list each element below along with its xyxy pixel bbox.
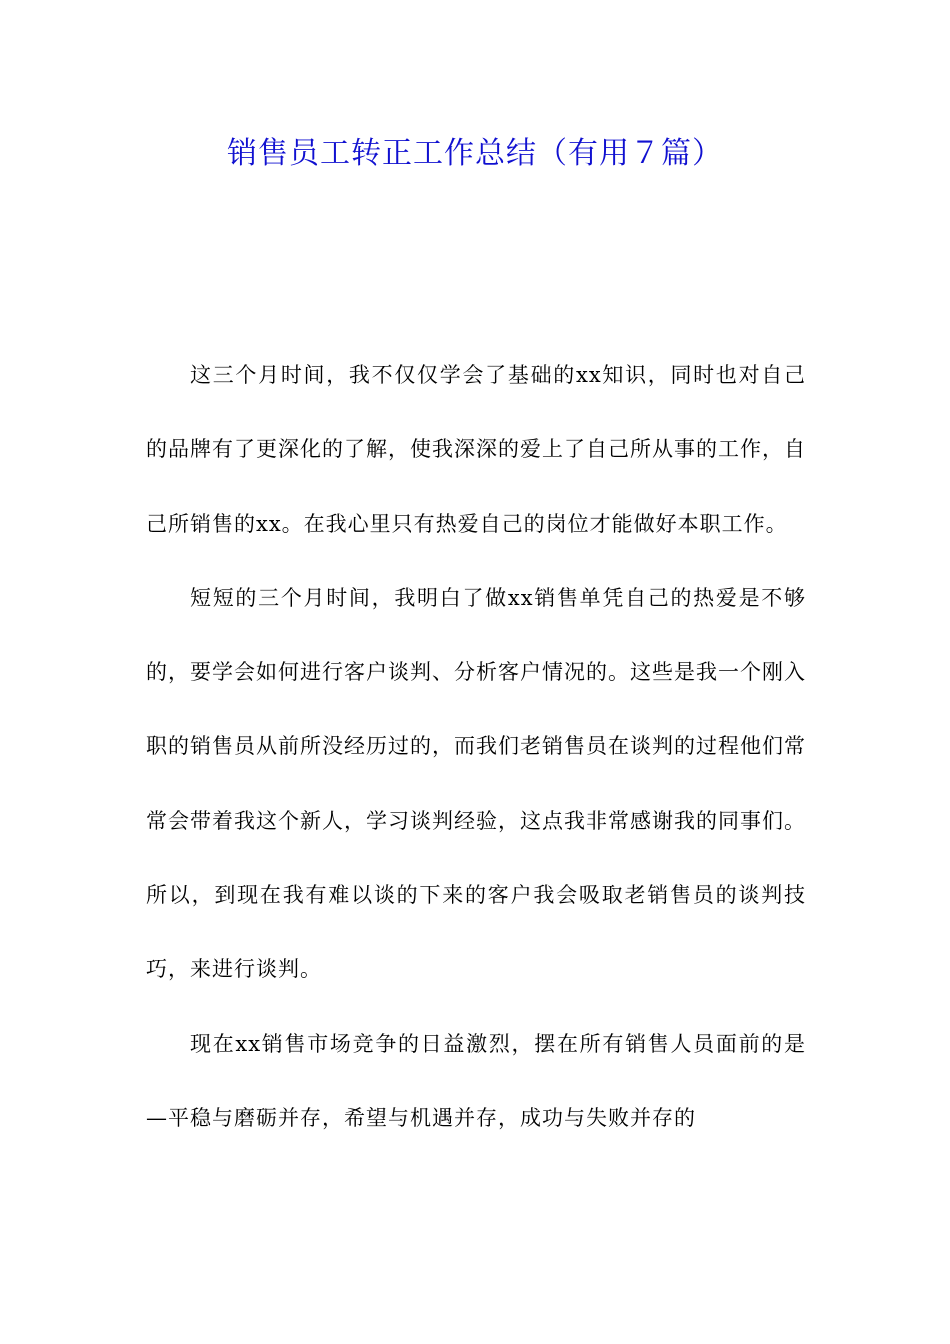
document-title: 销售员工转正工作总结（有用７篇）: [227, 136, 723, 171]
paragraph-2: 短短的三个月时间，我明白了做xx销售单凭自己的热爱是不够的，要学会如何进行客户谈判、分析客户情况的。这些是我一个刚入职的销售员从前所没经历过的，而我们老销售员在谈判的过程他们常常会带着我这个新人，学习谈判经验，这点我非常感谢我的同事们。所以，到现在我有难以谈的下来的客户我会吸取老销售员的谈判技巧，来进行谈判。: [146, 585, 806, 982]
paragraph-3: 现在xx销售市场竞争的日益激烈，摆在所有销售人员面前的是—平稳与磨砺并存，希望与机遇并存，成功与失败并存的: [146, 1031, 806, 1130]
document-body: [146, 338, 806, 1155]
paragraph-1: 这三个月时间，我不仅仅学会了基础的xx知识，同时也对自己的品牌有了更深化的了解，使我深深的爱上了自己所从事的工作，自己所销售的xx。在我心里只有热爱自己的岗位才能做好本职工作。: [146, 363, 806, 536]
